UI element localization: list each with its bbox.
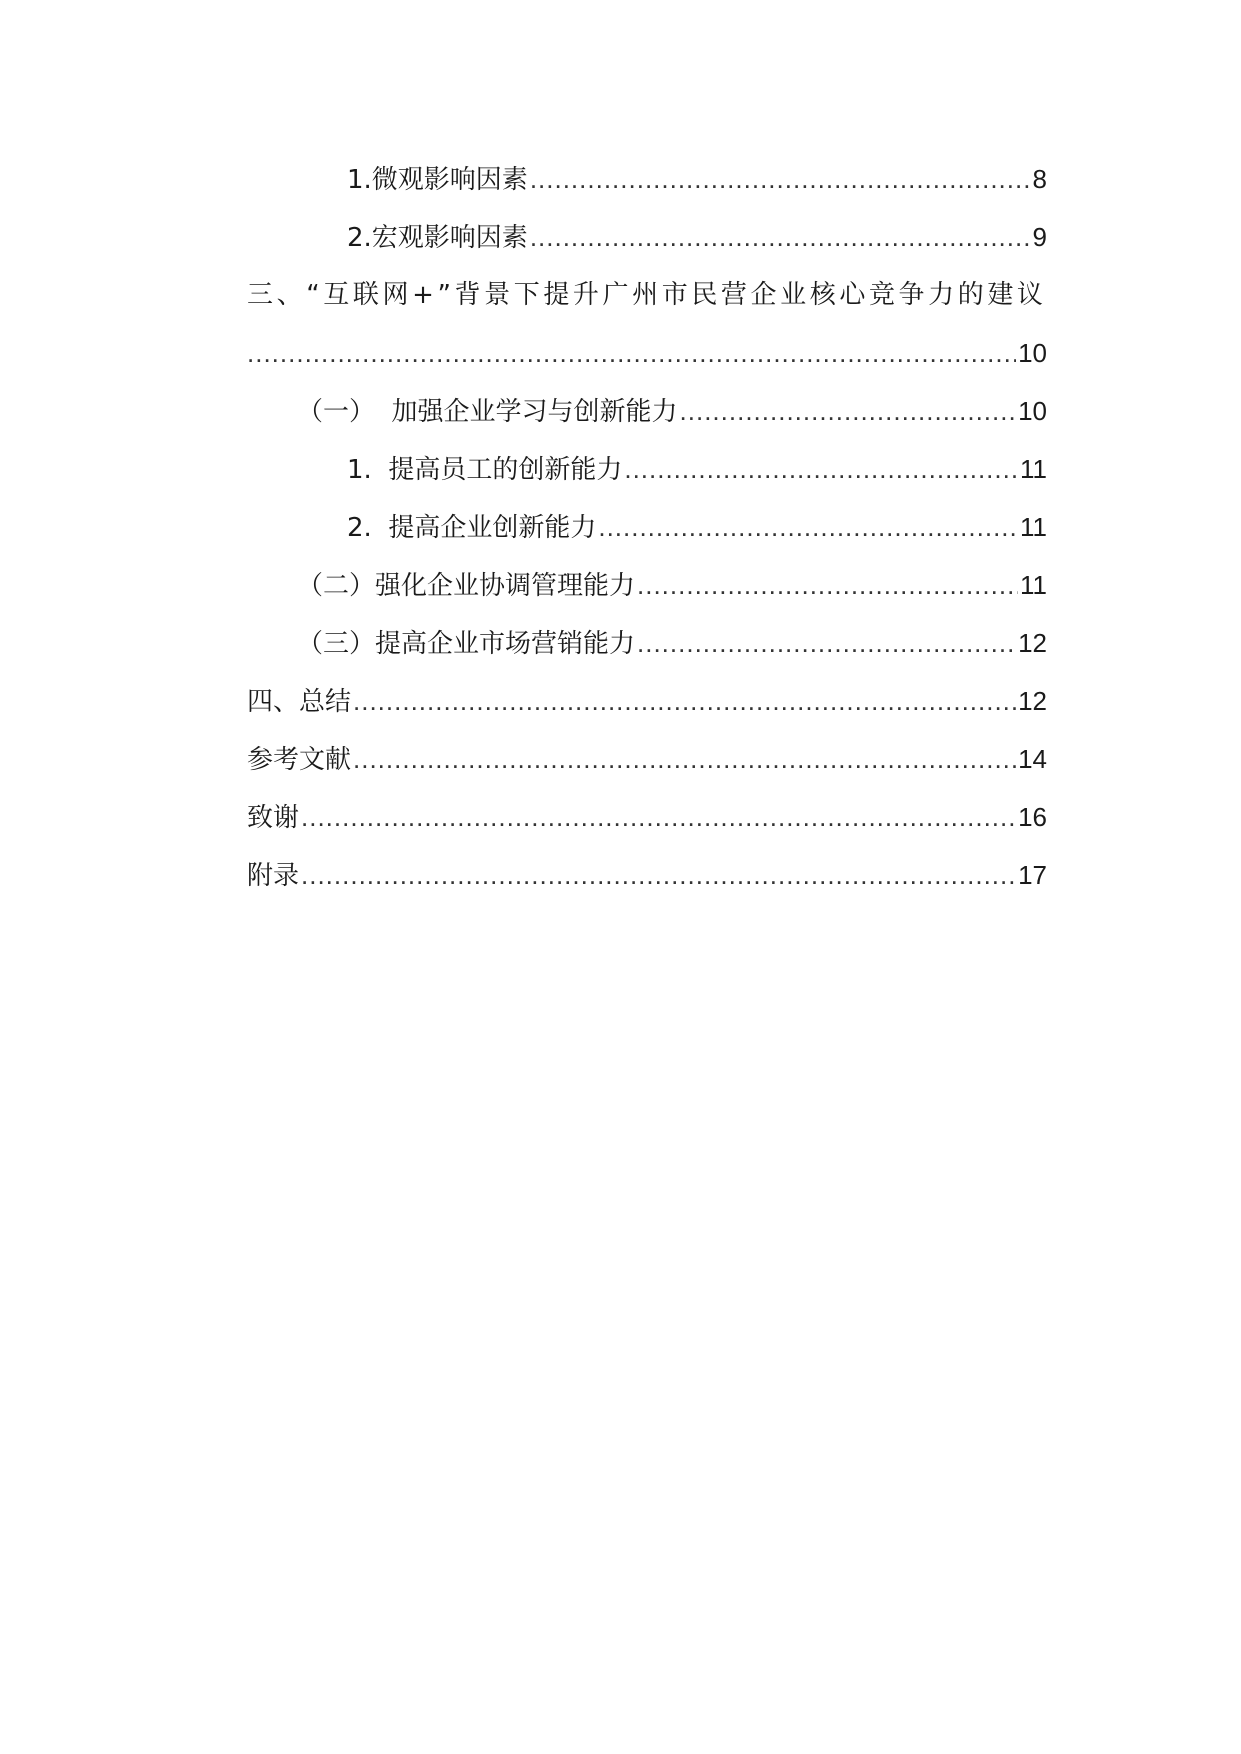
toc-page-number: 11 [1020,454,1047,484]
toc-entry[interactable] [247,672,1047,730]
toc-entry[interactable] [247,846,1047,904]
toc-dot-leader [301,788,1016,846]
toc-dot-leader [530,150,1031,208]
toc-entry-label: 1. 提高员工的创新能力 [347,455,623,485]
toc-page-number: 8 [1032,164,1047,194]
toc-entry-label: （二）强化企业协调管理能力 [297,571,636,601]
toc-page-number: 12 [1018,628,1047,658]
toc-entry[interactable] [247,382,1047,440]
toc-entry-continuation[interactable] [247,324,1047,382]
toc-page-number: 10 [1018,396,1047,426]
table-of-contents [247,150,1047,904]
toc-page-number: 12 [1018,686,1047,716]
toc-entry-label: 三、“互联网+”背景下提升广州市民营企业核心竞争力的建议 [247,280,1047,310]
toc-entry[interactable] [247,440,1047,498]
toc-entry-label: （三）提高企业市场营销能力 [297,629,636,659]
toc-page-number: 11 [1020,570,1047,600]
toc-entry-label: 四、总结 [247,687,352,717]
toc-page-number: 11 [1020,512,1047,542]
toc-dot-leader [624,440,1018,498]
toc-entry-label: 2.宏观影响因素 [347,223,528,253]
toc-dot-leader [530,208,1031,266]
toc-dot-leader [301,846,1016,904]
toc-entry-label: 2. 提高企业创新能力 [347,513,597,543]
toc-entry-label: 参考文献 [247,745,352,775]
toc-entry[interactable] [247,208,1047,266]
toc-page-number: 16 [1018,802,1047,832]
toc-dot-leader [353,672,1016,730]
toc-entry[interactable] [247,150,1047,208]
toc-entry-label: 致谢 [247,803,300,833]
toc-page-number: 14 [1018,744,1047,774]
toc-entry[interactable] [247,266,1047,324]
toc-entry[interactable] [247,556,1047,614]
toc-page-number: 17 [1018,860,1047,890]
toc-page-number: 9 [1032,222,1047,252]
toc-dot-leader [247,324,1016,382]
toc-entry[interactable] [247,730,1047,788]
toc-dot-leader [598,498,1018,556]
toc-entry-label: （一） 加强企业学习与创新能力 [297,397,678,427]
toc-dot-leader [637,614,1016,672]
toc-entry[interactable] [247,498,1047,556]
toc-dot-leader [353,730,1016,788]
toc-entry[interactable] [247,614,1047,672]
toc-page-number: 10 [1018,338,1047,368]
toc-entry-label: 1.微观影响因素 [347,165,528,195]
toc-dot-leader [680,382,1017,440]
toc-dot-leader [637,556,1018,614]
toc-entry[interactable] [247,788,1047,846]
toc-entry-label: 附录 [247,861,300,891]
